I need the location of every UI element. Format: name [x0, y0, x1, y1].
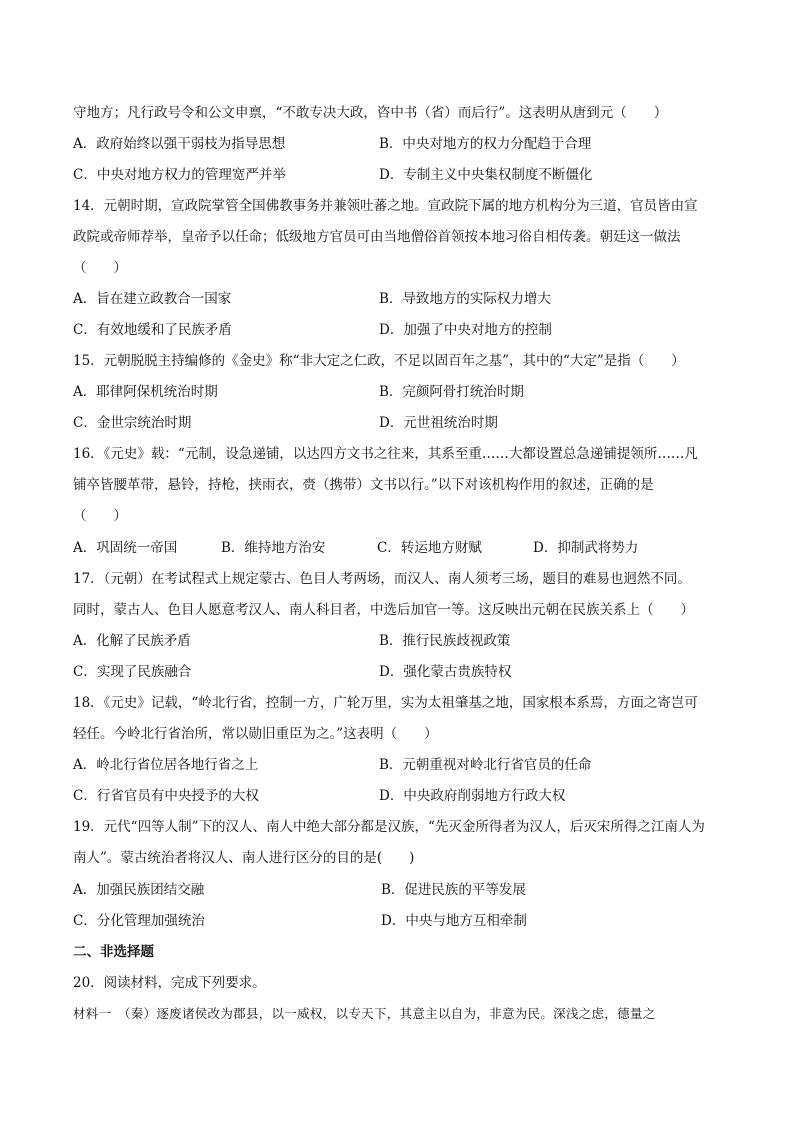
question-13-stem-tail: 守地方；凡行政号令和公文申禀，“不敢专决大政，咨中书（省）而后行”。这表明从唐到元（ ）	[73, 105, 668, 121]
question-20-material-1: 材料一 （秦）逐废诸侯改为郡县，以一威权，以专天下，其意主以自为，非意为民。深浅之虑，德量之	[73, 1006, 656, 1021]
q17-option-d: D．强化蒙古贵族特权	[379, 664, 512, 680]
q15-option-a: A．耶律阿保机统治时期	[73, 384, 218, 400]
question-17-stem-line2: 同时，蒙古人、色目人愿意考汉人、南人科目者，中选后加官一等。这反映出元朝在民族关系上（ ）	[73, 602, 694, 618]
q18-option-c: C．行省官员有中央授予的大权	[73, 788, 259, 804]
q13-option-d: D．专制主义中央集权制度不断僵化	[379, 167, 593, 183]
q16-option-c: C．转运地方财赋	[377, 540, 482, 556]
q19-option-a: A．加强民族团结交融	[73, 882, 205, 898]
q18-option-a: A．岭北行省位居各地行省之上	[73, 757, 259, 773]
q18-option-b: B．元朝重视对岭北行省官员的任命	[379, 757, 592, 773]
question-19-stem-line1: 19．元代“四等人制”下的汉人、南人中绝大部分都是汉族，“先灭金所得者为汉人，后灭宋所得之江南人为	[73, 819, 705, 835]
q14-option-d: D．加强了中央对地方的控制	[379, 322, 552, 338]
q13-option-a: A．政府始终以强干弱枝为指导思想	[73, 136, 286, 152]
q19-option-c: C．分化管理加强统治	[73, 913, 205, 929]
q13-option-b: B．中央对地方的权力分配趋于合理	[379, 136, 592, 152]
q17-option-b: B．推行民族歧视政策	[379, 633, 511, 649]
q16-option-b: B．维持地方治安	[221, 540, 326, 556]
question-20-stem: 20．阅读材料，完成下列要求。	[73, 975, 266, 991]
q14-option-a: A．旨在建立政教合一国家	[73, 291, 232, 307]
q16-option-a: A．巩固统一帝国	[73, 540, 178, 556]
question-14-stem-line1: 14．元朝时期，宣政院掌管全国佛教事务并兼领吐蕃之地。宣政院下属的地方机构分为三道，官员皆由宣	[73, 198, 698, 214]
section-heading-non-choice: 二、非选择题	[73, 944, 154, 960]
question-15-stem: 15．元朝脱脱主持编修的《金史》称“非大定之仁政，不足以固百年之基”，其中的“大定”是指（ ）	[73, 353, 685, 369]
q14-option-c: C．有效地缓和了民族矛盾	[73, 322, 232, 338]
question-14-stem-line2: 政院或帝师荐举，皇帝予以任命；低级地方官员可由当地僧俗首领按本地习俗自相传袭。朝廷这一做法	[73, 229, 681, 245]
question-18-stem-line2: 轻任。今岭北行省治所，常以勋旧重臣为之。”这表明（ ）	[73, 726, 438, 742]
question-16-stem-line3: （ ）	[73, 508, 127, 524]
q17-option-c: C．实现了民族融合	[73, 664, 192, 680]
q19-option-d: D．中央与地方互相牵制	[381, 913, 527, 929]
q16-option-d: D．抑制武将势力	[533, 540, 639, 556]
q14-option-b: B．导致地方的实际权力增大	[379, 291, 551, 307]
question-14-stem-line3: （ ）	[73, 260, 127, 276]
question-18-stem-line1: 18．《元史》记载，“岭北行省，控制一方，广轮万里，实为太祖肇基之地，国家根本系焉，方面之寄岂可	[73, 695, 698, 711]
question-19-stem-line2: 南人”。蒙古统治者将汉人、南人进行区分的目的是( )	[73, 850, 415, 866]
q17-option-a: A．化解了民族矛盾	[73, 633, 191, 649]
question-16-stem-line2: 铺卒皆腰革带，悬铃，持枪，挟雨衣，赍（携带）文书以行。”以下对该机构作用的叙述，正确的是	[73, 477, 654, 493]
q15-option-c: C．金世宗统治时期	[73, 415, 192, 431]
q15-option-b: B．完颜阿骨打统治时期	[379, 384, 524, 400]
question-16-stem-line1: 16．《元史》载：“元制，设急递铺，以达四方文书之往来，其系至重……大都设置总急递铺提领所……凡	[73, 446, 698, 462]
q18-option-d: D．中央政府削弱地方行政大权	[379, 788, 566, 804]
question-17-stem-line1: 17．（元朝）在考试程式上规定蒙古、色目人考两场，而汉人、南人须考三场，题目的难易也迥然不同。	[73, 571, 691, 587]
q15-option-d: D．元世祖统治时期	[379, 415, 498, 431]
q13-option-c: C．中央对地方权力的管理宽严并举	[73, 167, 286, 183]
q19-option-b: B．促进民族的平等发展	[381, 882, 526, 898]
